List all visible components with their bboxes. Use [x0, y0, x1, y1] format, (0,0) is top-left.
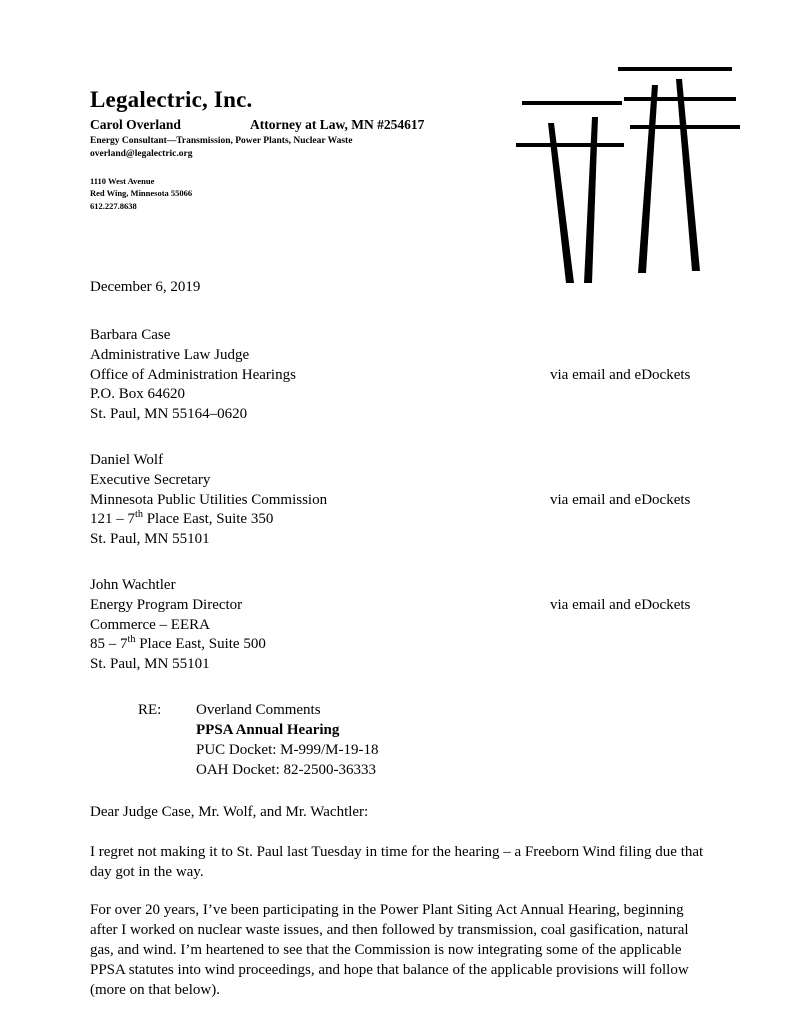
- recipient-block-1: [90, 326, 710, 425]
- re-label: RE:: [138, 701, 162, 718]
- recipient-title: Energy Program Director: [90, 596, 243, 613]
- recipient-title: Administrative Law Judge: [90, 346, 250, 363]
- recipient-block-3: [90, 576, 710, 675]
- attorney-title: Attorney at Law, MN #254617: [250, 117, 425, 133]
- recipient-block-2: [90, 451, 710, 550]
- recipient-street: 85 – 7th Place East, Suite 500: [90, 634, 266, 653]
- letterhead: [90, 88, 510, 212]
- consultant-line: Energy Consultant—Transmission, Power Plants, Nuclear Waste: [90, 136, 353, 147]
- recipient-citystate: St. Paul, MN 55101: [90, 531, 210, 548]
- letter-date: December 6, 2019: [90, 279, 201, 295]
- transmission-towers-graphic: [500, 55, 740, 285]
- recipient-citystate: St. Paul, MN 55164–0620: [90, 406, 248, 423]
- recipient-title: Executive Secretary: [90, 471, 211, 488]
- recipient-name: Barbara Case: [90, 326, 171, 343]
- re-block: [90, 701, 710, 781]
- recipient-citystate: St. Paul, MN 55101: [90, 656, 210, 673]
- salutation: Dear Judge Case, Mr. Wolf, and Mr. Wachtler:: [90, 803, 369, 820]
- recipient-org: Minnesota Public Utilities Commission: [90, 491, 328, 508]
- recipient-street: P.O. Box 64620: [90, 386, 186, 403]
- recipient-org: Office of Administration Hearings: [90, 366, 296, 383]
- recipient-name: Daniel Wolf: [90, 451, 164, 468]
- attorney-name: Carol Overland: [90, 117, 181, 133]
- re-first-row: [138, 701, 710, 721]
- email-line: overland@legalectric.org: [90, 149, 193, 160]
- delivery-method-3: via email and eDockets: [550, 596, 691, 613]
- body-paragraph-1: I regret not making it to St. Paul last Tuesday in time for the hearing – a Freeborn Wind filing due that day got in the way.: [90, 843, 704, 880]
- re-puc-docket: PUC Docket: M-999/M-19-18: [196, 741, 379, 758]
- recipient-org: Commerce – EERA: [90, 616, 210, 633]
- letter-body: [90, 278, 710, 1020]
- delivery-method-2: via email and eDockets: [550, 491, 691, 508]
- recipient-street: 121 – 7th Place East, Suite 350: [90, 509, 274, 528]
- street-line: 1110 West Avenue: [90, 175, 155, 186]
- attorney-line: [90, 117, 510, 133]
- recipient-name: John Wachtler: [90, 576, 176, 593]
- delivery-method-1: via email and eDockets: [550, 366, 691, 383]
- phone-line: 612.227.8638: [90, 200, 137, 211]
- re-oah-docket: OAH Docket: 82-2500-36333: [196, 761, 376, 778]
- re-hearing: PPSA Annual Hearing: [196, 721, 340, 738]
- company-name: Legalectric, Inc.: [90, 87, 253, 112]
- re-subject: Overland Comments: [196, 701, 321, 718]
- body-paragraph-2: For over 20 years, I’ve been participating in the Power Plant Siting Act Annual Hearing, beginning after I worked on nuclear waste issues, and then followed by transmission, coal gasification, natural gas, and wind. I’m heartened to see that the Commission is now integrating some of the applicable PPSA statutes into wind proceedings, and hope that balance of the applicable provisions will follow (more on that below).: [90, 902, 689, 999]
- city-state-zip-line: Red Wing, Minnesota 55066: [90, 188, 193, 199]
